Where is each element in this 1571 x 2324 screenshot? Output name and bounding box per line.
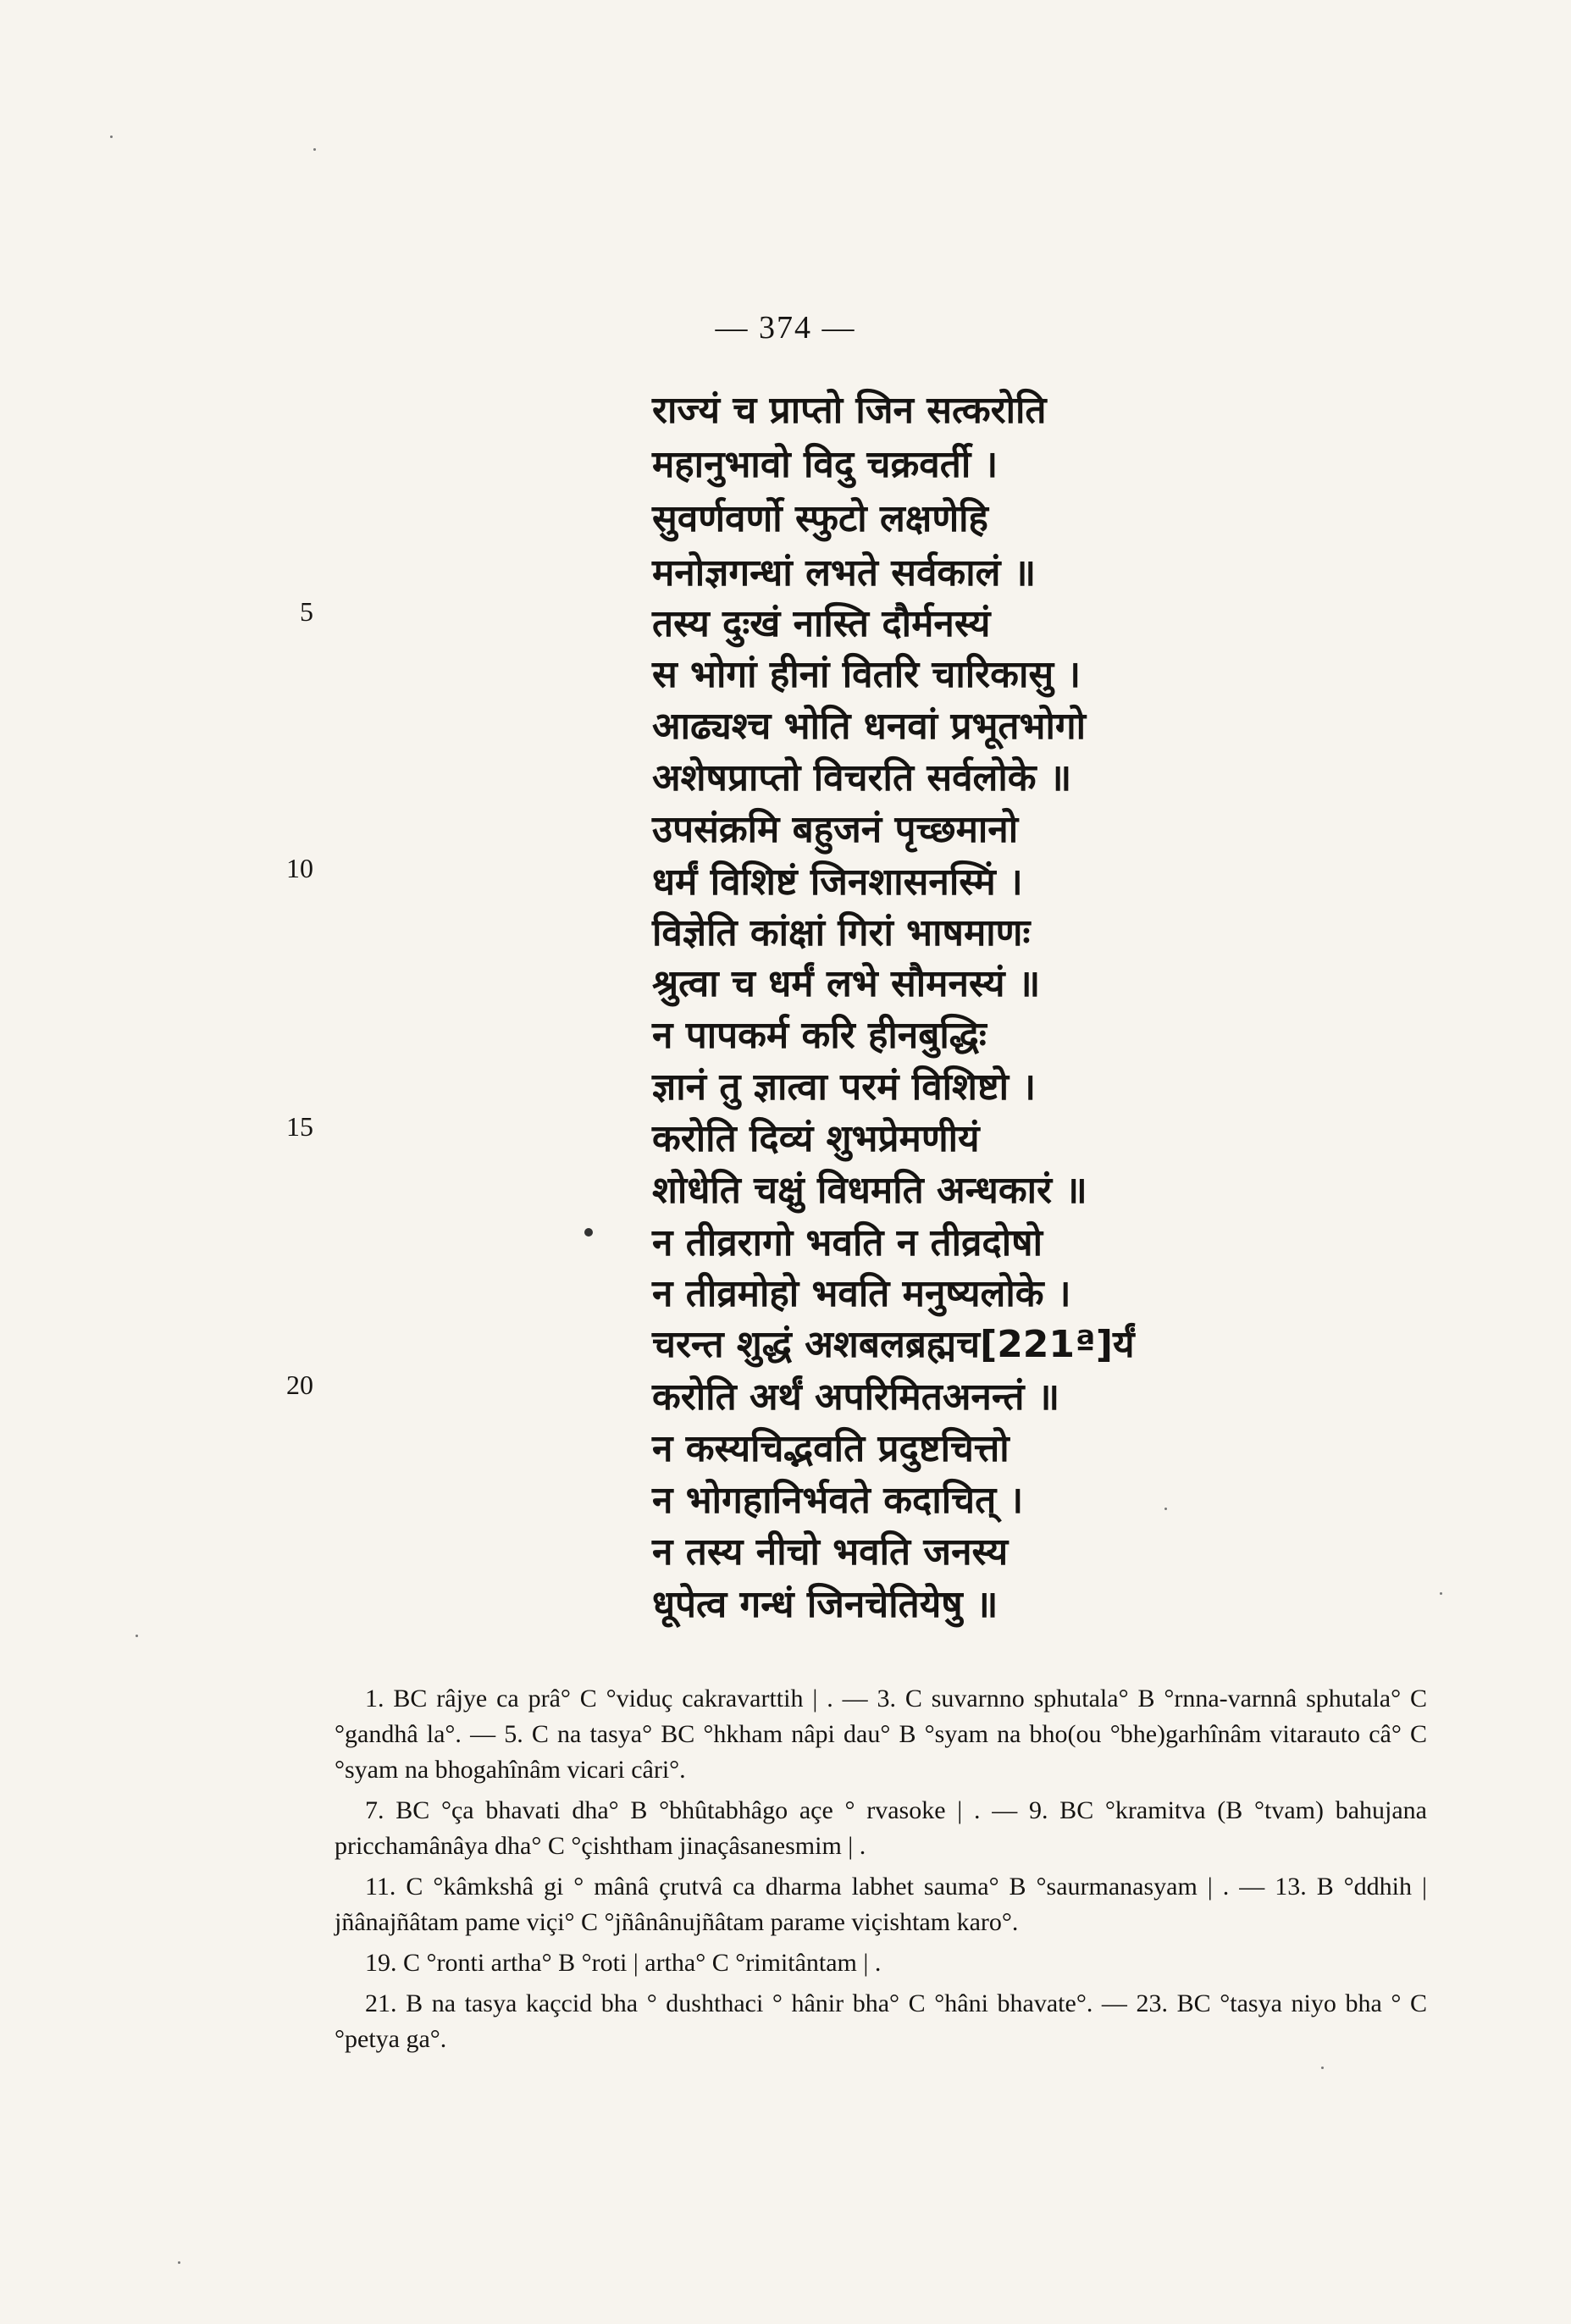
verse-line: तस्य दुःखं नास्ति दौर्मनस्यं	[652, 602, 991, 645]
verse-line: श्रुत्वा च धर्मं लभे सौमनस्यं ॥	[652, 962, 1041, 1005]
scan-speck	[110, 136, 113, 138]
footnote: 11. C °kâmkshâ gi ° mânâ çrutvâ ca dharma labhet sauma° B °saurmanasyam | . — 13. B °ddhih | jñânajñâtam pame viçi° C °jñânânujñâtam parame viçishtam karo°.	[335, 1873, 1427, 1936]
verse-line: न तीव्ररागो भवति न तीव्रदोषो	[652, 1221, 1043, 1264]
footnote: 7. BC °ça bhavati dha° B °bhûtabhâgo açe ° rvasoke | . — 9. BC °kramitva (B °tvam) bahujana pricchamânâya dha° C °çishtham jinaçâsanesmim | .	[335, 1796, 1427, 1860]
scan-speck	[1321, 2067, 1324, 2069]
verse-line: न भोगहानिर्भवते कदाचित् ।	[652, 1479, 1024, 1522]
verse-line: उपसंक्रमि बहुजनं पृच्छमानो	[652, 808, 1019, 851]
scan-speck	[136, 1635, 138, 1637]
verse-line: स भोगां हीनां वितरि चारिकासु ।	[652, 653, 1081, 696]
verse-line: राज्यं च प्राप्तो जिन सत्करोति	[652, 389, 1047, 432]
verse-line: विज्ञेति कांक्षां गिरां भाषमाणः	[652, 911, 1031, 955]
verse-line: ज्ञानं तु ज्ञात्वा परमं विशिष्टो ।	[652, 1065, 1037, 1109]
footnotes-block	[335, 1681, 1427, 2062]
verse-line: सुवर्णवर्णो स्फुटो लक्षणेहि	[652, 497, 988, 540]
footnote: 19. C °ronti artha° B °roti | artha° C °rimitântam | .	[365, 1949, 882, 1977]
verse-line: करोति दिव्यं शुभप्रेमणीयं	[652, 1117, 980, 1160]
scan-speck	[313, 148, 316, 151]
footnote: 1. BC râjye ca prâ° C °viduç cakravarttih | . — 3. C suvarnno sphutala° B °rnna-varnnâ sphutala° C °gandhâ la°. — 5. C na tasya° BC °hkham nâpi dau° B °syam na bho(ou °bhe)garhînâm vitarauto câ° C °syam na bhogahînâm vicari câri°.	[335, 1685, 1427, 1784]
line-number: 15	[286, 1111, 313, 1142]
verse-line: न तस्य नीचो भवति जनस्य	[652, 1530, 1009, 1574]
line-number: 10	[286, 853, 313, 883]
verse-line: मनोज्ञगन्धां लभते सर्वकालं ॥	[652, 551, 1037, 595]
footnote: 21. B na tasya kaçcid bha ° dushthaci ° hânir bha° C °hâni bhavate°. — 23. BC °tasya niyo bha ° C °petya ga°.	[335, 1989, 1427, 2053]
line-number: 20	[286, 1370, 313, 1400]
verse-line: करोति अर्थं अपरिमितअनन्तं ॥	[652, 1375, 1060, 1419]
line-number: 5	[300, 596, 313, 627]
verse-line: शोधेति चक्षुं विधमति अन्धकारं ॥	[652, 1169, 1087, 1212]
verse-line: अशेषप्राप्तो विचरति सर्वलोके ॥	[652, 756, 1072, 800]
verse-line: न पापकर्म करि हीनबुद्धिः	[652, 1014, 987, 1057]
scan-speck	[1164, 1508, 1167, 1510]
verse-line: आढ्यश्च भोति धनवां प्रभूतभोगो	[652, 705, 1087, 748]
verse-line: चरन्त शुद्धं अशबलब्रह्मच[221ª]र्यं	[652, 1323, 1135, 1366]
scan-speck	[178, 2261, 180, 2264]
scan-speck	[1440, 1592, 1442, 1595]
verse-line: महानुभावो विदु चक्रवर्ती ।	[652, 443, 998, 486]
verse-line: न तीव्रमोहो भवति मनुष्यलोके ।	[652, 1272, 1071, 1315]
page-number: — 374 —	[715, 310, 856, 346]
verse-line: धर्मं विशिष्टं जिनशासनस्मिं ।	[652, 860, 1023, 904]
verse-line: धूपेत्व गन्धं जिनचेतियेषु ॥	[652, 1583, 998, 1626]
verse-line: न कस्यचिद्भवति प्रदुष्टचित्तो	[652, 1427, 1010, 1470]
ink-blot	[584, 1228, 593, 1237]
